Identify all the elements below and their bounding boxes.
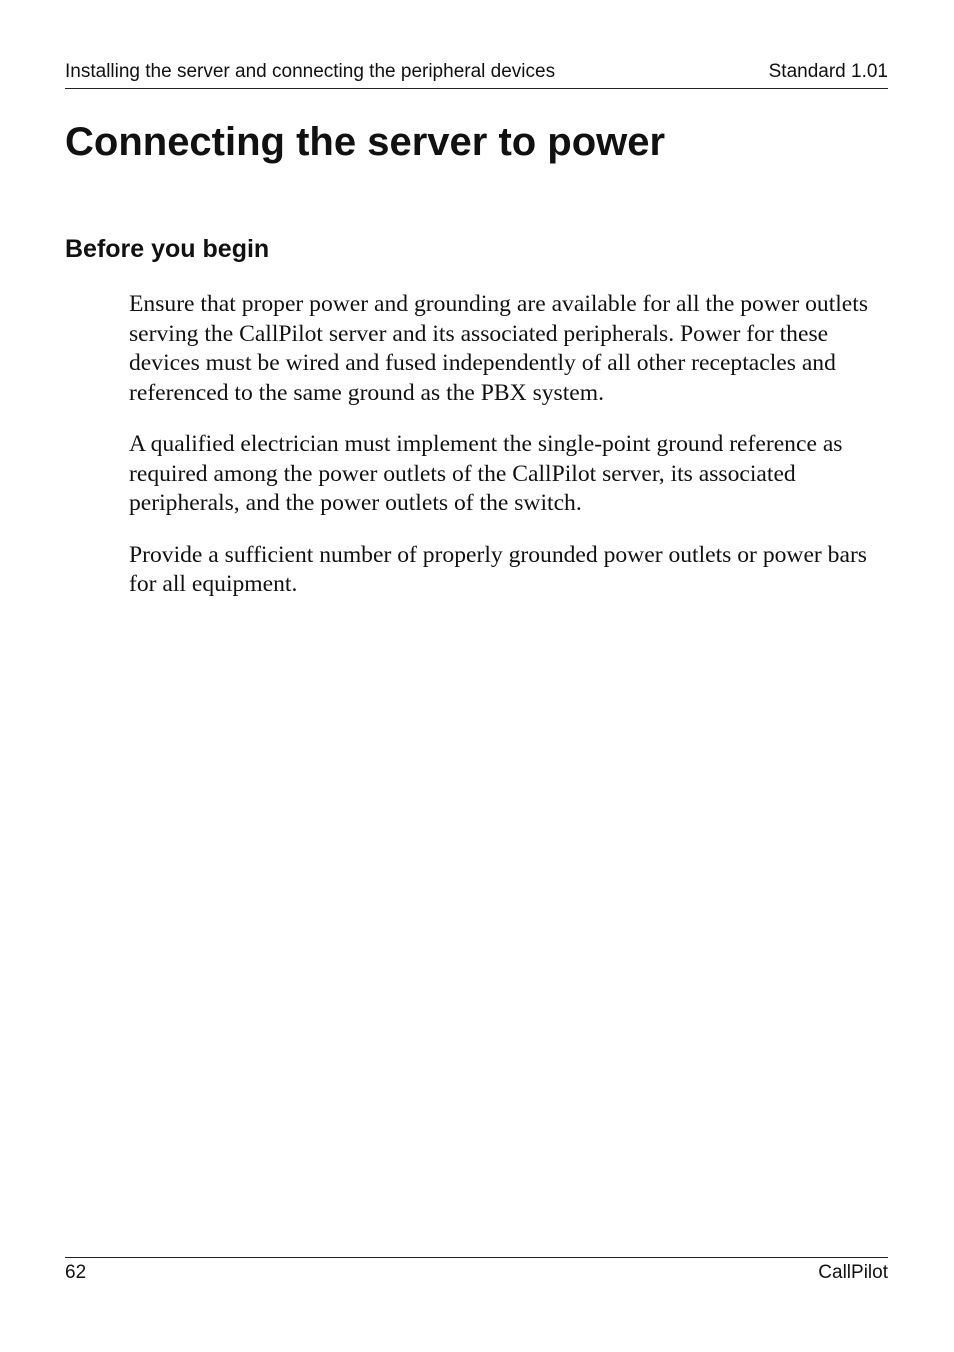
section-body — [129, 290, 889, 622]
header-chapter-title: Installing the server and connecting the peripheral devices — [65, 61, 556, 82]
section-heading: Before you begin — [65, 235, 270, 263]
body-paragraph: A qualified electrician must implement the single-point ground reference as required among the power outlets of the CallPilot server, its associated peripherals, and the power outlets of the switch. — [129, 431, 843, 516]
running-footer — [65, 1257, 888, 1288]
footer-product-name: CallPilot — [818, 1262, 888, 1283]
header-document-version: Standard 1.01 — [768, 61, 888, 82]
page-number: 62 — [65, 1262, 87, 1283]
running-header — [65, 60, 888, 89]
body-paragraph: Provide a sufficient number of properly grounded power outlets or power bars for all equipment. — [129, 541, 867, 597]
body-paragraph: Ensure that proper power and grounding are available for all the power outlets serving the CallPilot server and its associated peripherals. Power for these devices must be wired and fused independently of all other receptacles and referenced to the same ground as the PBX system. — [129, 291, 869, 406]
page-title: Connecting the server to power — [65, 120, 666, 164]
